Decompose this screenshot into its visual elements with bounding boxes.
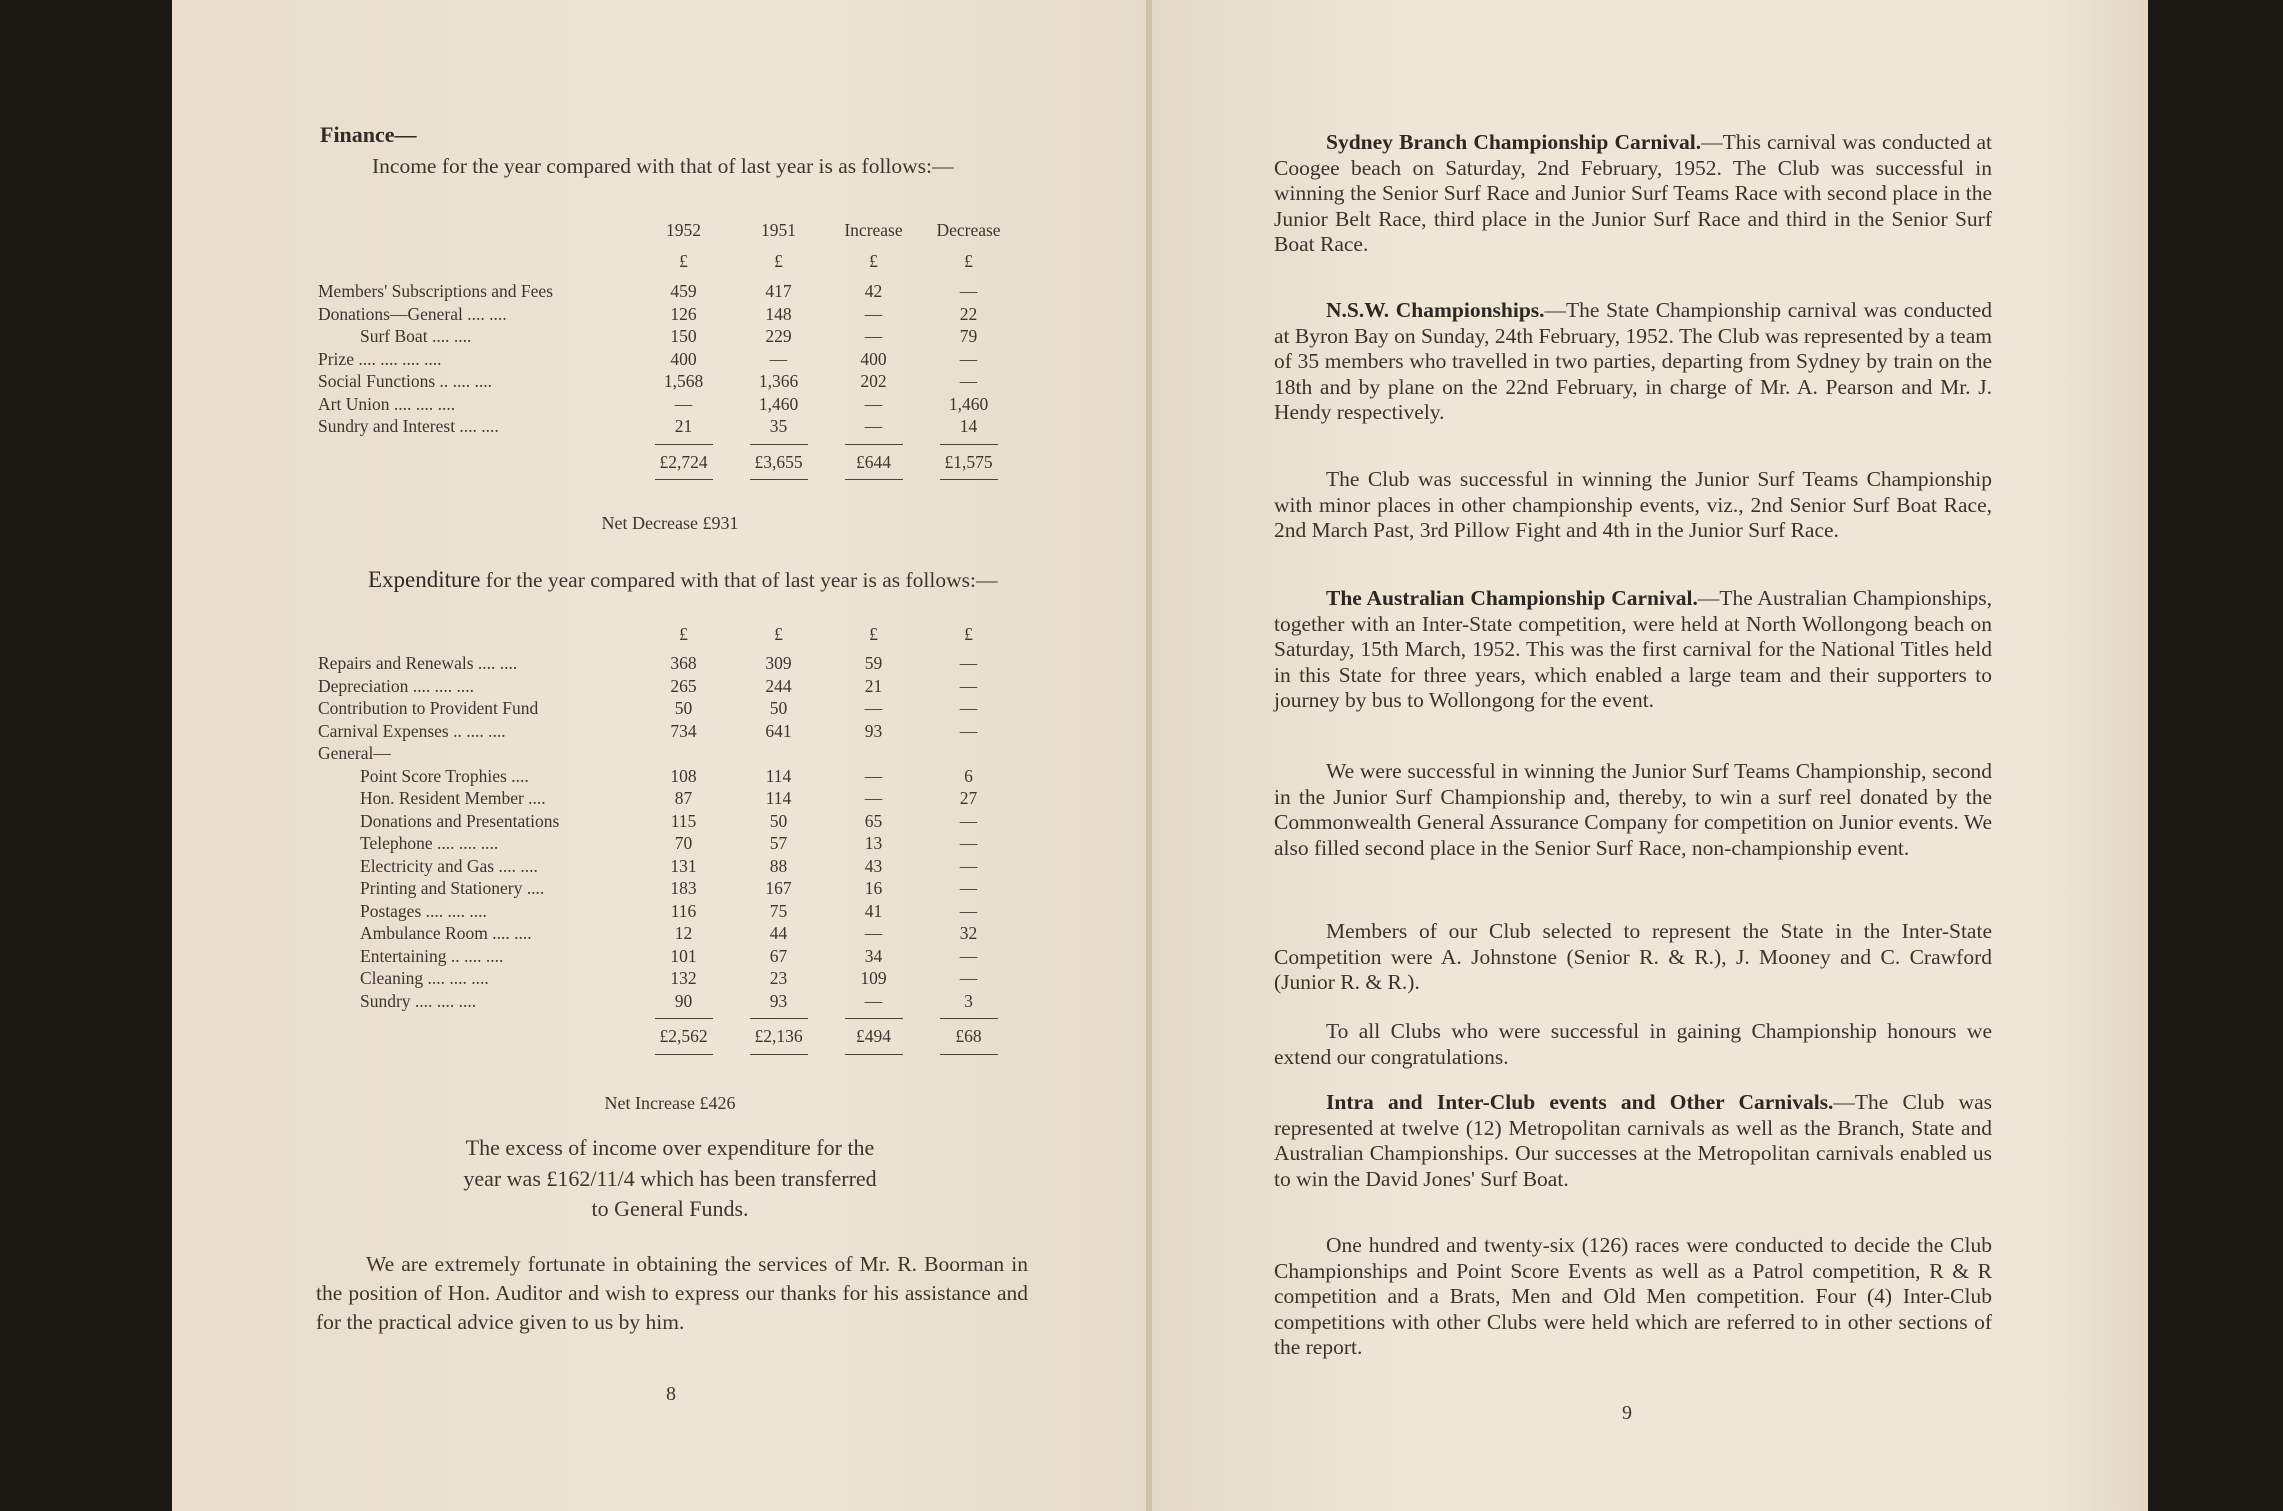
page-number-right: 9 bbox=[1622, 1402, 1632, 1424]
table-row bbox=[318, 325, 1016, 348]
cell-v1951 bbox=[731, 742, 826, 765]
cell-v1951: 75 bbox=[769, 900, 788, 921]
cell-dec: — bbox=[959, 945, 978, 966]
cell-dec: — bbox=[959, 810, 978, 831]
cell-inc: — bbox=[864, 765, 883, 786]
cell-inc: — bbox=[864, 990, 883, 1011]
cell-v1951: 167 bbox=[765, 878, 792, 898]
table-row bbox=[318, 922, 1016, 945]
cell-dec: — bbox=[959, 855, 978, 876]
cell-v1952: 50 bbox=[674, 698, 693, 718]
cell-inc: — bbox=[864, 393, 883, 414]
report-paragraph bbox=[1274, 1019, 1992, 1070]
cell-v1952: 21 bbox=[674, 416, 693, 436]
cell-v1951: 244 bbox=[765, 675, 792, 696]
row-label: Carnival Expenses .. .... .... bbox=[318, 720, 506, 741]
cell-inc: 13 bbox=[864, 833, 883, 853]
cell-v1951: 44 bbox=[769, 923, 788, 943]
cell-v1952 bbox=[636, 742, 731, 765]
book-gutter bbox=[1146, 0, 1152, 1511]
table-row bbox=[318, 900, 1016, 923]
total-value: £494 bbox=[845, 1018, 903, 1055]
cell-v1952: 1,568 bbox=[663, 371, 704, 391]
col-1952: 1952 bbox=[666, 220, 701, 240]
cell-inc: 41 bbox=[864, 900, 883, 921]
cell-v1952: 87 bbox=[674, 788, 693, 808]
row-label: Depreciation .... .... .... bbox=[318, 675, 474, 696]
cell-inc: 16 bbox=[864, 878, 883, 898]
report-paragraph bbox=[1274, 919, 1992, 996]
cell-inc: — bbox=[864, 303, 883, 324]
table-row bbox=[318, 990, 1016, 1013]
total-cell bbox=[636, 1012, 731, 1055]
cell-dec: — bbox=[959, 968, 978, 988]
cell-v1951: 114 bbox=[765, 765, 792, 786]
totals-row bbox=[318, 1012, 1016, 1055]
totals-spacer bbox=[318, 438, 636, 481]
cell-v1951: 57 bbox=[769, 833, 788, 853]
total-cell bbox=[826, 438, 921, 481]
cell-v1952: 150 bbox=[670, 326, 697, 346]
cell-v1951: 93 bbox=[769, 990, 788, 1011]
cell-v1952: 400 bbox=[670, 348, 697, 369]
paragraph-text: —This carnival was conducted at Coogee beach on Saturday, 2nd February, 1952. The Club was successful in winning the Senior Surf Race and Junior Surf Teams Race with second place in the Junior Belt Race, third place in the Junior Surf Race and third in the Senior Surf Boat Race. bbox=[1274, 130, 1992, 256]
cell-inc: 59 bbox=[864, 653, 883, 673]
income-table bbox=[318, 280, 1016, 480]
cell-v1951: 229 bbox=[765, 326, 792, 346]
row-label: Entertaining .. .... .... bbox=[360, 945, 504, 966]
report-paragraph bbox=[1274, 1233, 1992, 1361]
report-paragraph bbox=[1274, 130, 1992, 258]
report-paragraph bbox=[1274, 467, 1992, 544]
cell-dec: 14 bbox=[959, 416, 978, 436]
paragraph-text: The Club was successful in winning the Junior Surf Teams Championship with minor places in other championship events, viz., 2nd Senior Surf Boat Race, 2nd March Past, 3rd Pillow Fight and 4th in the Junior Surf Race. bbox=[1274, 467, 1992, 542]
cell-v1952: 70 bbox=[674, 833, 693, 853]
cell-v1952: 131 bbox=[670, 855, 697, 876]
cell-dec: — bbox=[959, 833, 978, 853]
currency-symbol: £ bbox=[679, 251, 688, 271]
cell-v1952: 368 bbox=[670, 653, 697, 673]
cell-v1952: 116 bbox=[670, 900, 697, 921]
row-label: General— bbox=[318, 743, 391, 763]
total-cell bbox=[636, 438, 731, 481]
paragraph-title: The Australian Championship Carnival. bbox=[1326, 586, 1698, 610]
col-decrease: Decrease bbox=[936, 220, 1001, 240]
cell-dec: — bbox=[959, 900, 978, 921]
cell-v1951: 114 bbox=[765, 788, 792, 808]
income-intro: Income for the year compared with that of last year is as follows:— bbox=[372, 154, 954, 178]
cell-v1951: 641 bbox=[765, 720, 792, 741]
cell-v1952: 115 bbox=[670, 810, 697, 831]
table-row bbox=[318, 855, 1016, 878]
cell-inc: — bbox=[864, 326, 883, 346]
report-paragraph bbox=[1274, 298, 1992, 426]
cell-v1952: — bbox=[674, 393, 693, 414]
table-row bbox=[318, 765, 1016, 788]
paragraph-text: —The Australian Championships, together with an Inter-State competition, were held at North Wollongong beach on Saturday, 15th March, 1952. This was the first carnival for the National Titles held in this State for three years, which enabled a large team and their supporters to journey by bus to Wollongong for the event. bbox=[1274, 586, 1993, 712]
cell-v1952: 265 bbox=[670, 675, 697, 696]
cell-dec bbox=[921, 742, 1016, 765]
total-value: £1,575 bbox=[940, 444, 998, 481]
cell-v1951: 50 bbox=[769, 698, 788, 718]
auditor-paragraph: We are extremely fortunate in obtaining the services of Mr. R. Boorman in the position of Hon. Auditor and wish to express our thanks for his assistance and for the practical advice given to us by him. bbox=[316, 1252, 1028, 1334]
row-label: Postages .... .... .... bbox=[360, 900, 487, 921]
table-row bbox=[318, 720, 1016, 743]
row-label: Sundry .... .... .... bbox=[360, 990, 477, 1011]
row-label: Sundry and Interest .... .... bbox=[318, 416, 499, 436]
cell-dec: 79 bbox=[959, 326, 978, 346]
cell-v1951: 35 bbox=[769, 416, 788, 436]
currency-symbol: £ bbox=[964, 624, 973, 644]
currency-symbol: £ bbox=[774, 251, 783, 271]
total-cell bbox=[731, 438, 826, 481]
cell-dec: — bbox=[959, 371, 978, 391]
net-decrease: Net Decrease £931 bbox=[601, 513, 739, 533]
paragraph-text: To all Clubs who were successful in gaining Championship honours we extend our congratulations. bbox=[1274, 1019, 1992, 1069]
col-1951: 1951 bbox=[761, 220, 796, 240]
cell-v1952: 183 bbox=[670, 878, 697, 898]
cell-v1952: 12 bbox=[674, 923, 693, 943]
row-label: Contribution to Provident Fund bbox=[318, 698, 539, 718]
expenditure-word: Expenditure bbox=[368, 567, 481, 592]
paragraph-text: —The State Championship carnival was conducted at Byron Bay on Sunday, 24th February, 1952. The Club was represented by a team of 35 members who travelled in two parties, departing from Sydney by train on the 18th and by plane on the 22nd February, in charge of Mr. A. Pearson and Mr. J. Hendy respectively. bbox=[1274, 298, 1993, 424]
row-label: Hon. Resident Member .... bbox=[360, 788, 546, 808]
excess-line: year was £162/11/4 which has been transferred bbox=[463, 1165, 877, 1191]
cell-inc: 202 bbox=[860, 371, 887, 391]
cell-v1951: 148 bbox=[765, 303, 792, 324]
cell-dec: — bbox=[959, 653, 978, 673]
cell-v1951: — bbox=[769, 348, 788, 369]
cell-dec: 27 bbox=[959, 788, 978, 808]
paragraph-title: Intra and Inter-Club events and Other Carnivals. bbox=[1326, 1090, 1834, 1114]
currency-symbol: £ bbox=[679, 624, 688, 644]
cell-v1952: 126 bbox=[670, 303, 697, 324]
excess-line: The excess of income over expenditure for the bbox=[465, 1135, 875, 1160]
table-row bbox=[318, 877, 1016, 900]
row-label: Printing and Stationery .... bbox=[360, 878, 545, 898]
row-label: Prize .... .... .... .... bbox=[318, 348, 442, 369]
cell-v1951: 1,366 bbox=[758, 371, 799, 391]
currency-symbol: £ bbox=[869, 624, 878, 644]
cell-dec: — bbox=[959, 675, 978, 696]
table-row bbox=[318, 742, 1016, 765]
cell-dec: 6 bbox=[964, 765, 973, 786]
cell-inc: 109 bbox=[860, 968, 887, 988]
row-label: Donations—General .... .... bbox=[318, 303, 507, 324]
total-cell bbox=[921, 438, 1016, 481]
cell-v1951: 88 bbox=[769, 855, 788, 876]
table-row bbox=[318, 945, 1016, 968]
row-label: Cleaning .... .... .... bbox=[360, 968, 489, 988]
row-label: Repairs and Renewals .... .... bbox=[318, 653, 518, 673]
table-row bbox=[318, 393, 1016, 416]
cell-dec: 3 bbox=[964, 990, 973, 1011]
total-value: £3,655 bbox=[750, 444, 808, 481]
cell-inc: 42 bbox=[864, 281, 883, 301]
cell-inc: 93 bbox=[864, 720, 883, 741]
cell-inc: 65 bbox=[864, 810, 883, 831]
total-value: £2,136 bbox=[750, 1018, 808, 1055]
table-row bbox=[318, 675, 1016, 698]
total-value: £68 bbox=[940, 1018, 998, 1055]
table-row bbox=[318, 832, 1016, 855]
finance-heading: Finance— bbox=[320, 122, 417, 147]
paragraph-text: —The Club was represented at twelve (12) Metropolitan carnivals as well as the Branch, State and Australian Championships. Our successes at the Metropolitan carnivals enabled us to win the David Jones' Surf Boat. bbox=[1274, 1090, 1992, 1191]
table-row bbox=[318, 348, 1016, 371]
excess-line: to General Funds. bbox=[591, 1196, 749, 1221]
excess-note bbox=[360, 1133, 980, 1225]
cell-v1952: 459 bbox=[670, 281, 697, 301]
cell-v1951: 23 bbox=[769, 968, 788, 988]
row-label: Telephone .... .... .... bbox=[360, 833, 499, 853]
cell-dec: — bbox=[959, 281, 978, 301]
expense-table bbox=[318, 652, 1016, 1055]
cell-dec: 1,460 bbox=[948, 393, 989, 414]
cell-inc: 21 bbox=[864, 675, 883, 696]
expenditure-intro bbox=[318, 565, 1032, 595]
cell-v1951: 67 bbox=[769, 945, 788, 966]
report-paragraph bbox=[1274, 1090, 1992, 1192]
total-cell bbox=[731, 1012, 826, 1055]
total-cell bbox=[921, 1012, 1016, 1055]
total-value: £2,724 bbox=[655, 444, 713, 481]
paragraph-text: We were successful in winning the Junior Surf Teams Championship, second in the Junior Surf Championship and, thereby, to win a surf reel donated by the Commonwealth General Assurance Company for competition on Junior events. We also filled second place in the Senior Surf Race, non-championship event. bbox=[1274, 759, 1992, 860]
row-label: Donations and Presentations bbox=[360, 810, 560, 831]
report-paragraph bbox=[1274, 586, 1992, 714]
cell-v1952: 108 bbox=[670, 765, 697, 786]
row-label: Electricity and Gas .... .... bbox=[360, 855, 538, 876]
cell-inc: 400 bbox=[860, 348, 887, 369]
table-row bbox=[318, 967, 1016, 990]
report-paragraph bbox=[1274, 759, 1992, 861]
table-row bbox=[318, 280, 1016, 303]
cell-v1952: 132 bbox=[670, 968, 697, 988]
paragraph-title: Sydney Branch Championship Carnival. bbox=[1326, 130, 1702, 154]
totals-row bbox=[318, 438, 1016, 481]
cell-dec: — bbox=[959, 348, 978, 369]
paragraph-text: One hundred and twenty-six (126) races were conducted to decide the Club Championships and Point Score Events as well as a Patrol competition, R & R competition and a Brats, Men and Old Men competition. Four (4) Inter-Club competitions with other Clubs were held which are referred to in other sections of the report. bbox=[1274, 1233, 1992, 1359]
cell-v1952: 734 bbox=[670, 720, 697, 741]
cell-dec: — bbox=[959, 878, 978, 898]
cell-v1951: 1,460 bbox=[758, 393, 799, 414]
cell-inc: 34 bbox=[864, 945, 883, 966]
cell-dec: 22 bbox=[959, 303, 978, 324]
net-increase: Net Increase £426 bbox=[604, 1093, 736, 1113]
expenditure-intro-text: for the year compared with that of last year is as follows:— bbox=[485, 568, 998, 592]
table-row bbox=[318, 652, 1016, 675]
row-label: Surf Boat .... .... bbox=[360, 326, 472, 346]
currency-symbol: £ bbox=[869, 251, 878, 271]
total-value: £2,562 bbox=[655, 1018, 713, 1055]
paragraph-title: N.S.W. Championships. bbox=[1326, 298, 1545, 322]
col-increase: Increase bbox=[844, 220, 903, 240]
cell-dec: — bbox=[959, 720, 978, 741]
table-row bbox=[318, 415, 1016, 438]
currency-symbol: £ bbox=[774, 624, 783, 644]
table-row bbox=[318, 370, 1016, 393]
currency-symbol: £ bbox=[964, 251, 973, 271]
table-row bbox=[318, 697, 1016, 720]
totals-spacer bbox=[318, 1012, 636, 1055]
table-row bbox=[318, 810, 1016, 833]
cell-inc: — bbox=[864, 923, 883, 943]
cell-inc: — bbox=[864, 416, 883, 436]
paragraph-text: Members of our Club selected to represent the State in the Inter-State Competition were A. Johnstone (Senior R. & R.), J. Mooney and C. Crawford (Junior R. & R.). bbox=[1274, 919, 1992, 994]
row-label: Ambulance Room .... .... bbox=[360, 923, 532, 943]
total-cell bbox=[826, 1012, 921, 1055]
cell-inc bbox=[826, 742, 921, 765]
row-label: Social Functions .. .... .... bbox=[318, 371, 493, 391]
cell-dec: 32 bbox=[959, 923, 978, 943]
cell-inc: — bbox=[864, 788, 883, 808]
cell-inc: — bbox=[864, 698, 883, 718]
cell-dec: — bbox=[959, 698, 978, 718]
row-label: Art Union .... .... .... bbox=[318, 393, 456, 414]
table-row bbox=[318, 787, 1016, 810]
cell-v1951: 309 bbox=[765, 653, 792, 673]
table-row bbox=[318, 303, 1016, 326]
cell-v1951: 50 bbox=[769, 810, 788, 831]
row-label: Point Score Trophies .... bbox=[360, 765, 529, 786]
cell-v1952: 90 bbox=[674, 990, 693, 1011]
cell-v1951: 417 bbox=[765, 281, 792, 301]
cell-v1952: 101 bbox=[670, 945, 697, 966]
total-value: £644 bbox=[845, 444, 903, 481]
page-number-left: 8 bbox=[666, 1383, 676, 1405]
row-label: Members' Subscriptions and Fees bbox=[318, 281, 554, 301]
cell-inc: 43 bbox=[864, 855, 883, 876]
